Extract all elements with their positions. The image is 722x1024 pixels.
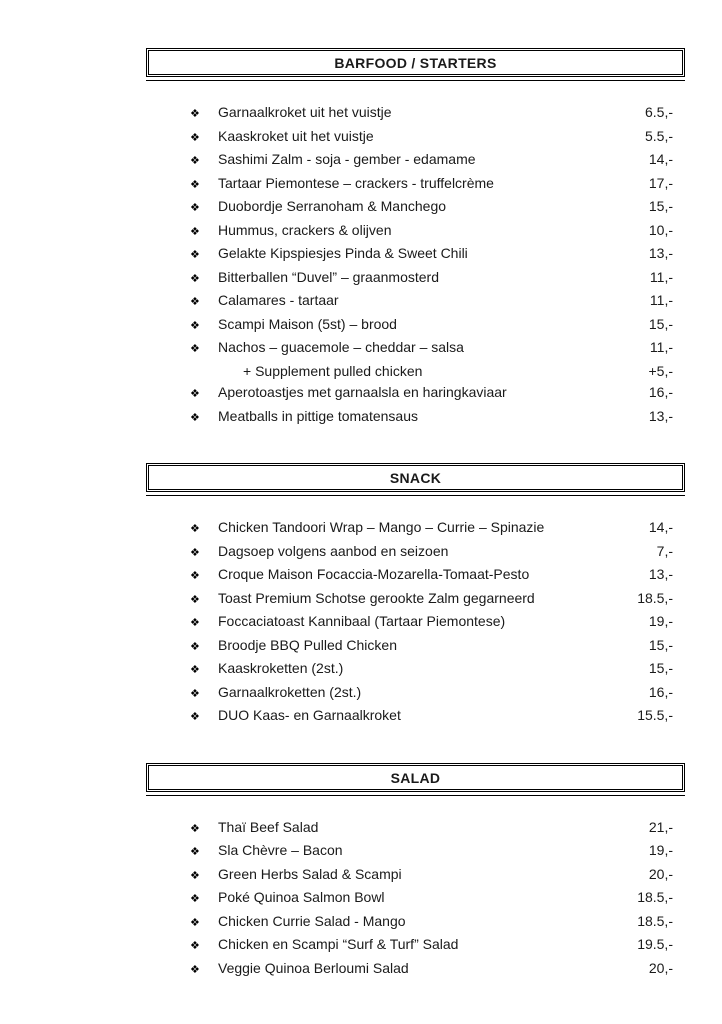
menu-item-price: 11,- <box>649 268 673 285</box>
menu-item-price: 18.5,- <box>637 889 673 905</box>
diamond-bullet-icon: ❖ <box>190 225 200 238</box>
menu-item-row <box>146 541 673 565</box>
menu-item-label: Garnaalkroket uit het vuistje <box>218 104 392 120</box>
menu-item-price: 10,- <box>648 221 673 238</box>
menu-item-row <box>146 564 673 588</box>
section-title: SNACK <box>389 470 442 486</box>
menu-item-row <box>146 887 673 911</box>
menu-item-price: 21,- <box>648 818 673 835</box>
diamond-bullet-icon: ❖ <box>190 711 200 723</box>
menu-item-label: Bitterballen “Duvel” – graanmosterd <box>218 268 439 285</box>
section-barfood-starters <box>146 48 685 429</box>
menu-item-price: 14,- <box>648 151 673 167</box>
menu-item-list <box>146 817 685 982</box>
menu-item-label: Scampi Maison (5st) – brood <box>218 315 397 332</box>
menu-item-price: 15.5,- <box>637 707 673 723</box>
menu-item-price: 15,- <box>648 660 673 676</box>
menu-item-price: +5,- <box>648 362 673 379</box>
menu-item-label: Veggie Quinoa Berloumi Salad <box>218 959 409 976</box>
menu-item-row <box>146 382 673 406</box>
menu-item-row <box>146 314 673 338</box>
diamond-bullet-icon: ❖ <box>190 546 200 559</box>
menu-item-price: 20,- <box>648 865 673 882</box>
menu-item-label: Kaaskroket uit het vuistje <box>218 127 374 144</box>
diamond-bullet-icon: ❖ <box>190 869 200 882</box>
diamond-bullet-icon: ❖ <box>190 343 200 355</box>
diamond-bullet-icon: ❖ <box>190 617 200 629</box>
diamond-bullet-icon: ❖ <box>190 822 200 835</box>
menu-item-row <box>146 934 673 958</box>
menu-item-label: + Supplement pulled chicken <box>243 362 423 379</box>
menu-item-label: Sashimi Zalm - soja - gember - edamame <box>218 151 476 167</box>
menu-item-price: 13,- <box>648 407 673 424</box>
menu-item-price: 19,- <box>648 613 673 629</box>
section-title: SALAD <box>390 769 441 786</box>
menu-item-row <box>146 173 673 197</box>
diamond-bullet-icon: ❖ <box>190 687 200 700</box>
diamond-bullet-icon: ❖ <box>190 296 200 308</box>
menu-item-label: Chicken Tandoori Wrap – Mango – Currie – Spinazie <box>218 519 545 535</box>
menu-item-label: Tartaar Piemontese – crackers - truffelcrème <box>218 174 494 191</box>
diamond-bullet-icon: ❖ <box>190 411 200 424</box>
menu-item-row <box>146 682 673 706</box>
diamond-bullet-icon: ❖ <box>190 664 200 676</box>
menu-item-label: DUO Kaas- en Garnaalkroket <box>218 707 401 723</box>
menu-item-label: Thaï Beef Salad <box>218 818 319 835</box>
menu-item-price: 11,- <box>649 292 673 308</box>
section-header <box>146 763 685 792</box>
menu-item-row <box>146 611 673 635</box>
diamond-bullet-icon: ❖ <box>190 249 200 261</box>
menu-item-label: Foccaciatoast Kannibaal (Tartaar Piemontese) <box>218 613 506 629</box>
menu-item-label: Croque Maison Focaccia-Mozarella-Tomaat-Pesto <box>218 566 530 582</box>
menu-item-price: 18.5,- <box>637 589 673 606</box>
menu-item-price: 7,- <box>656 542 673 559</box>
menu-item-row <box>146 588 673 612</box>
menu-item-row <box>146 658 673 682</box>
menu-item-row <box>146 406 673 430</box>
menu-item-row <box>146 635 673 659</box>
menu-item-label: Sla Chèvre – Bacon <box>218 842 343 858</box>
menu-item-label: Toast Premium Schotse gerookte Zalm gegarneerd <box>218 589 535 606</box>
diamond-bullet-icon: ❖ <box>190 846 200 858</box>
menu-item-row <box>146 817 673 841</box>
menu-item-label: Garnaalkroketten (2st.) <box>218 683 362 700</box>
menu-item-row <box>146 864 673 888</box>
menu-item-label: Meatballs in pittige tomatensaus <box>218 407 418 424</box>
diamond-bullet-icon: ❖ <box>190 108 200 120</box>
menu-item-price: 6.5,- <box>644 104 673 120</box>
section-title: BARFOOD / STARTERS <box>334 55 497 71</box>
section-header-rule <box>146 495 685 496</box>
menu-item-price: 15,- <box>648 315 673 332</box>
menu-item-price: 13,- <box>648 566 673 582</box>
menu-item-label: Kaaskroketten (2st.) <box>218 660 344 676</box>
menu-item-row <box>146 149 673 173</box>
menu-item-label: Gelakte Kipspiesjes Pinda & Sweet Chili <box>218 245 468 261</box>
section-header <box>146 48 685 77</box>
menu-item-row <box>146 705 673 729</box>
section-header-rule <box>146 80 685 81</box>
menu-item-price: 16,- <box>648 683 673 700</box>
diamond-bullet-icon: ❖ <box>190 155 200 167</box>
menu-item-price: 15,- <box>648 636 673 653</box>
menu-item-row <box>146 361 673 383</box>
menu-item-label: Hummus, crackers & olijven <box>218 221 392 238</box>
diamond-bullet-icon: ❖ <box>190 131 200 144</box>
menu-item-label: Poké Quinoa Salmon Bowl <box>218 889 385 905</box>
menu-item-row <box>146 126 673 150</box>
menu-item-label: Aperotoastjes met garnaalsla en haringkaviaar <box>218 384 507 400</box>
menu-item-price: 18.5,- <box>637 912 673 929</box>
menu-item-row <box>146 102 673 126</box>
diamond-bullet-icon: ❖ <box>190 963 200 976</box>
menu-item-row <box>146 196 673 220</box>
menu-item-row <box>146 517 673 541</box>
menu-item-row <box>146 267 673 291</box>
menu-item-label: Dagsoep volgens aanbod en seizoen <box>218 542 449 559</box>
menu-item-price: 17,- <box>648 174 673 191</box>
diamond-bullet-icon: ❖ <box>190 640 200 653</box>
diamond-bullet-icon: ❖ <box>190 940 200 952</box>
menu-item-label: Calamares - tartaar <box>218 292 339 308</box>
menu-item-list <box>146 517 685 729</box>
diamond-bullet-icon: ❖ <box>190 893 200 905</box>
diamond-bullet-icon: ❖ <box>190 178 200 191</box>
menu-page <box>146 48 685 1015</box>
menu-item-price: 16,- <box>648 384 673 400</box>
menu-item-label: Broodje BBQ Pulled Chicken <box>218 636 397 653</box>
menu-item-label: Chicken Currie Salad - Mango <box>218 912 406 929</box>
menu-item-row <box>146 243 673 267</box>
menu-item-list <box>146 102 685 429</box>
menu-item-label: Chicken en Scampi “Surf & Turf” Salad <box>218 936 459 952</box>
diamond-bullet-icon: ❖ <box>190 593 200 606</box>
menu-item-label: Duobordje Serranoham & Manchego <box>218 198 447 214</box>
menu-item-price: 19,- <box>648 842 673 858</box>
menu-item-row <box>146 840 673 864</box>
menu-item-price: 19.5,- <box>637 936 673 952</box>
diamond-bullet-icon: ❖ <box>190 570 200 582</box>
menu-item-label: Nachos – guacemole – cheddar – salsa <box>218 339 464 355</box>
menu-item-label: Green Herbs Salad & Scampi <box>218 865 402 882</box>
section-header-rule <box>146 795 685 796</box>
section-snack <box>146 463 685 729</box>
section-header <box>146 463 685 492</box>
menu-item-price: 11,- <box>649 339 673 355</box>
menu-item-row <box>146 958 673 982</box>
menu-item-row <box>146 290 673 314</box>
menu-item-price: 15,- <box>648 198 673 214</box>
section-salad <box>146 763 685 982</box>
diamond-bullet-icon: ❖ <box>190 202 200 214</box>
diamond-bullet-icon: ❖ <box>190 388 200 400</box>
menu-item-price: 5.5,- <box>644 127 673 144</box>
diamond-bullet-icon: ❖ <box>190 916 200 929</box>
menu-item-price: 13,- <box>648 245 673 261</box>
diamond-bullet-icon: ❖ <box>190 272 200 285</box>
diamond-bullet-icon: ❖ <box>190 319 200 332</box>
diamond-bullet-icon: ❖ <box>190 523 200 535</box>
menu-item-row <box>146 337 673 361</box>
menu-item-row <box>146 220 673 244</box>
menu-item-price: 14,- <box>648 519 673 535</box>
menu-item-row <box>146 911 673 935</box>
menu-item-price: 20,- <box>648 959 673 976</box>
